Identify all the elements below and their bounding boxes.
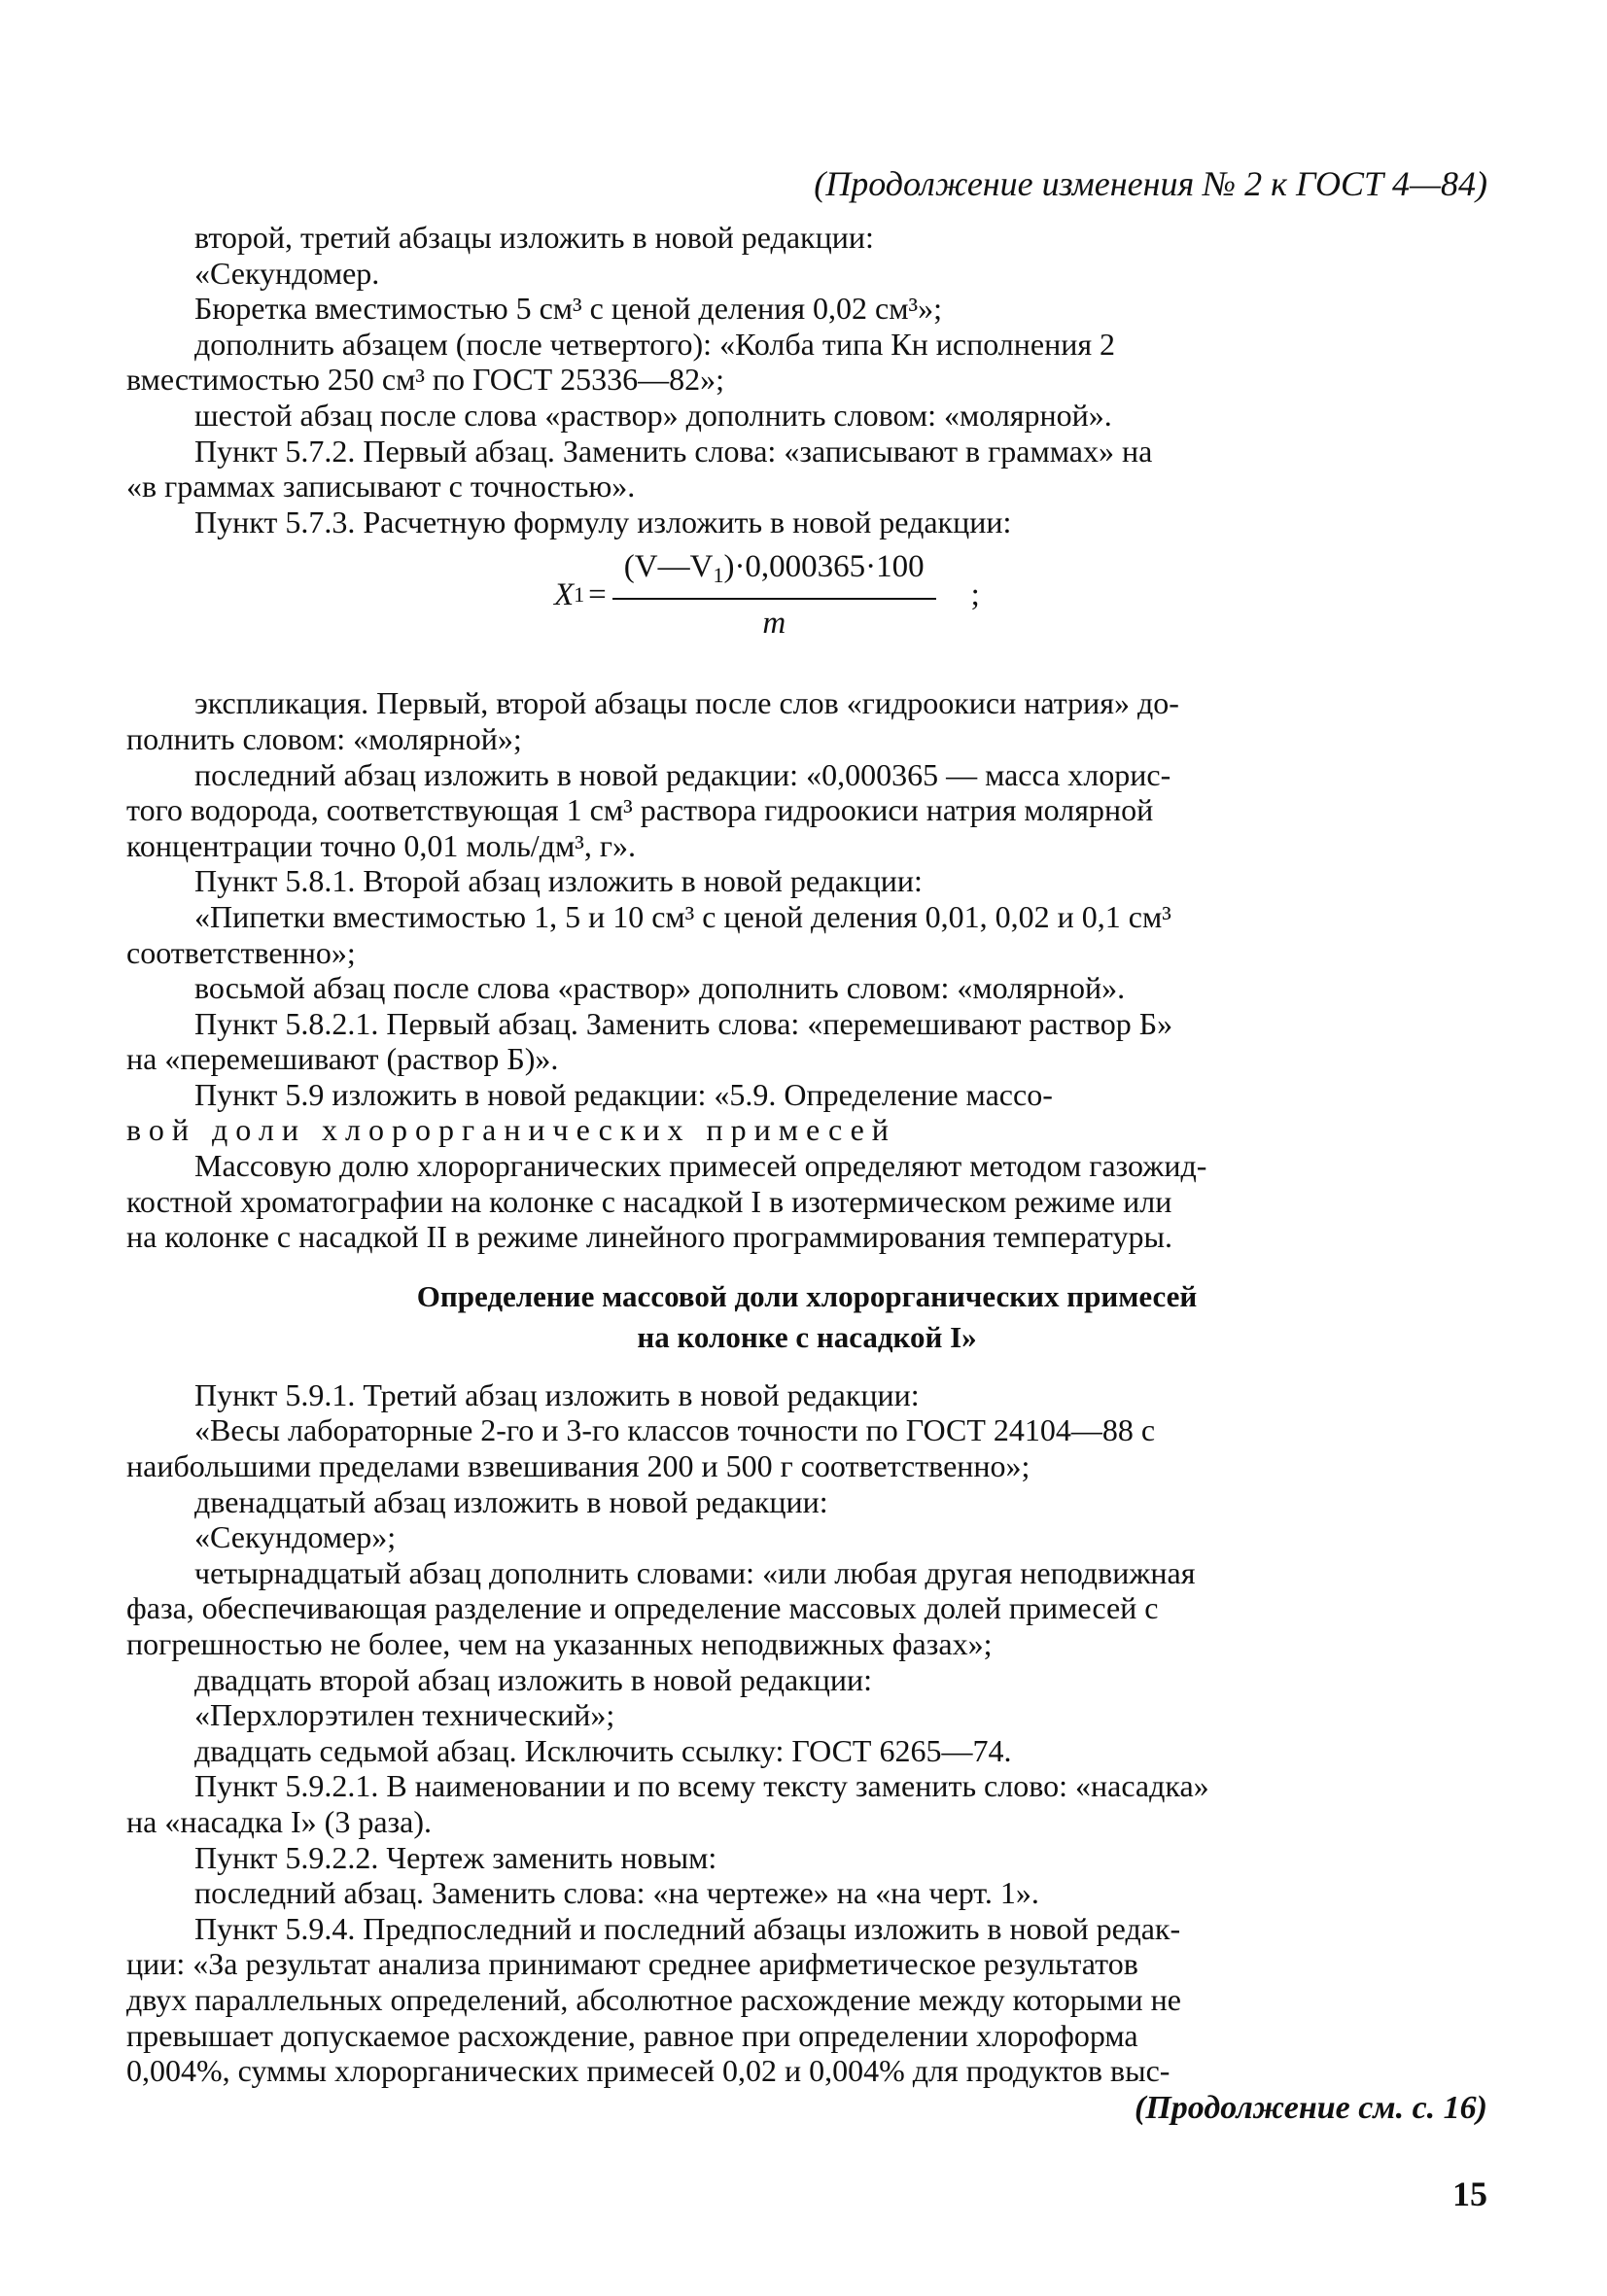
text-line: «в граммах записывают с точностью». <box>126 469 636 504</box>
text-line: ции: «За результат анализа принимают среднее арифметическое результатов <box>126 1946 1138 1982</box>
text-line: Массовую долю хлорорганических примесей определяют методом газожид- <box>194 1148 1207 1184</box>
text-line: полнить словом: «молярной»; <box>126 720 522 756</box>
formula-denominator: m <box>762 605 786 641</box>
text-line: двадцать седьмой абзац. Исключить ссылку: ГОСТ 6265—74. <box>194 1732 1012 1768</box>
section-heading <box>126 1276 1487 1358</box>
formula-lhs-subscript: 1 <box>574 582 585 608</box>
text-line: восьмой абзац после слова «раствор» дополнить словом: «молярной». <box>194 970 1126 1006</box>
numerator-pre: (V—V <box>623 549 714 585</box>
text-line: Пункт 5.7.3. Расчетную формулу изложить в новой редакции: <box>194 504 1012 539</box>
body-text <box>126 220 1487 2089</box>
formula-equals: = <box>588 577 607 613</box>
text-line: Пункт 5.9.4. Предпоследний и последний абзацы изложить в новой редак- <box>194 1910 1181 1946</box>
text-line: дополнить абзацем (после четвертого): «Колба типа Кн исполнения 2 <box>194 326 1116 362</box>
text-line: экспликация. Первый, второй абзацы после слов «гидроокиси натрия» до- <box>194 685 1179 721</box>
text-line: наибольшими пределами взвешивания 200 и 500 г соответственно»; <box>126 1448 1031 1484</box>
formula-fraction <box>612 549 936 641</box>
text-line: «Весы лабораторные 2-го и 3-го классов точности по ГОСТ 24104—88 с <box>194 1412 1156 1448</box>
text-line: шестой абзац после слова «раствор» дополнить словом: «молярной». <box>194 397 1112 433</box>
text-line: Бюретка вместимостью 5 см³ с ценой деления 0,02 см³»; <box>194 291 942 327</box>
text-line: вместимостью 250 см³ по ГОСТ 25336—82»; <box>126 362 725 398</box>
text-line: Пункт 5.9 изложить в новой редакции: «5.9. Определение массо- <box>194 1076 1053 1112</box>
text-line: концентрации точно 0,01 моль/дм³, г». <box>126 827 636 863</box>
text-line: Пункт 5.9.1. Третий абзац изложить в новой редакции: <box>194 1376 920 1412</box>
formula-numerator <box>612 549 936 600</box>
formula-semicolon: ; <box>970 577 980 613</box>
text-line: Пункт 5.8.1. Второй абзац изложить в новой редакции: <box>194 863 923 899</box>
text-line: «Пипетки вместимостью 1, 5 и 10 см³ с ценой деления 0,01, 0,02 и 0,1 см³ <box>194 898 1171 934</box>
text-line: второй, третий абзацы изложить в новой редакции: <box>194 220 874 255</box>
numerator-subscript: 1 <box>713 563 724 588</box>
formula <box>554 549 980 641</box>
text-line: превышает допускаемое расхождение, равное при определении хлороформа <box>126 2017 1138 2053</box>
text-line: «Секундомер»; <box>194 1519 397 1555</box>
text-line: «Перхлорэтилен технический»; <box>194 1697 615 1733</box>
formula-block <box>126 541 1487 668</box>
section-heading-line: Определение массовой доли хлорорганических примесей <box>416 1278 1198 1313</box>
continuation-note: (Продолжение см. с. 16) <box>1135 2090 1487 2126</box>
text-line: двадцать второй абзац изложить в новой редакции: <box>194 1661 873 1697</box>
text-line: фаза, обеспечивающая разделение и определение массовых долей примесей с <box>126 1590 1159 1626</box>
text-line: Пункт 5.7.2. Первый абзац. Заменить слова: «записывают в граммах» на <box>194 433 1153 469</box>
text-line: последний абзац. Заменить слова: «на чертеже» на «на черт. 1». <box>194 1875 1039 1911</box>
text-line: четырнадцатый абзац дополнить словами: «или любая другая неподвижная <box>194 1554 1196 1590</box>
numerator-post: )·0,000365·100 <box>723 549 925 585</box>
text-line: Пункт 5.9.2.2. Чертеж заменить новым: <box>194 1839 717 1875</box>
text-line: на «перемешивают (раствор Б)». <box>126 1041 559 1077</box>
text-line: «Секундомер. <box>194 255 380 291</box>
text-line: на «насадка I» (3 раза). <box>126 1803 433 1839</box>
page-number: 15 <box>1452 2174 1487 2213</box>
text-line: последний абзац изложить в новой редакции: «0,000365 — масса хлорис- <box>194 756 1171 792</box>
text-line: вой доли хлорорганических примесей <box>126 1112 896 1148</box>
page-header: (Продолжение изменения № 2 к ГОСТ 4—84) <box>814 164 1487 203</box>
text-line: костной хроматографии на колонке с насадкой I в изотермическом режиме или <box>126 1183 1172 1219</box>
formula-lhs: X <box>554 577 575 613</box>
section-heading-line: на колонке с насадкой I» <box>637 1319 977 1354</box>
text-line: погрешностью не более, чем на указанных неподвижных фазах»; <box>126 1626 993 1661</box>
text-line: двенадцатый абзац изложить в новой редакции: <box>194 1483 828 1519</box>
text-line: соответственно»; <box>126 934 356 970</box>
text-line: Пункт 5.8.2.1. Первый абзац. Заменить слова: «перемешивают раствор Б» <box>194 1005 1173 1041</box>
text-line: 0,004%, суммы хлорорганических примесей 0,02 и 0,004% для продуктов выс- <box>126 2053 1170 2089</box>
text-line: двух параллельных определений, абсолютное расхождение между которыми не <box>126 1981 1181 2017</box>
text-line: на колонке с насадкой II в режиме линейного программирования температуры. <box>126 1219 1172 1255</box>
text-line: Пункт 5.9.2.1. В наименовании и по всему тексту заменить слово: «насадка» <box>194 1768 1209 1804</box>
text-line: того водорода, соответствующая 1 см³ раствора гидроокиси натрия молярной <box>126 792 1154 828</box>
